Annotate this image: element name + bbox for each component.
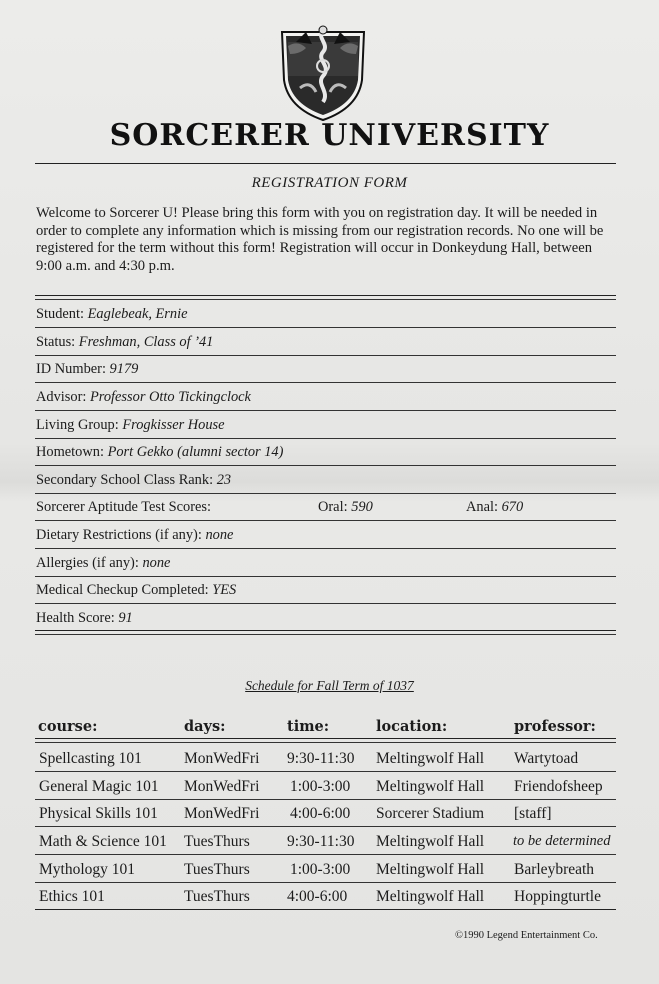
field-value: Eaglebeak, Ernie (87, 306, 188, 322)
field-student (36, 301, 616, 328)
course-days: TuesThurs (184, 861, 250, 878)
field-value: 91 (118, 610, 133, 626)
field-value: YES (212, 582, 237, 598)
course-days: TuesThurs (184, 888, 250, 905)
course-days: TuesThurs (184, 833, 250, 850)
field-advisor (36, 384, 616, 411)
course-name: General Magic 101 (39, 778, 159, 795)
field-label: Dietary Restrictions (if any): (36, 527, 202, 543)
section-divider-top-inner (35, 299, 616, 300)
field-id-number (36, 356, 616, 383)
oral-label: Oral: (318, 499, 348, 515)
row-divider (35, 771, 616, 772)
field-label: Living Group: (36, 417, 119, 433)
header-professor: professor: (514, 718, 596, 735)
schedule-title: Schedule for Fall Term of 1037 (245, 678, 414, 693)
course-professor: [staff] (514, 805, 552, 822)
row-divider (35, 854, 616, 855)
course-time: 4:00-6:00 (287, 888, 348, 905)
course-name: Mythology 101 (39, 861, 136, 878)
course-professor: Hoppingturtle (514, 888, 601, 905)
schedule-bottom-divider (35, 909, 616, 910)
course-time: 4:00-6:00 (290, 805, 351, 822)
field-allergies (36, 550, 616, 577)
course-location: Sorcerer Stadium (376, 805, 485, 822)
field-value: Frogkisser House (122, 417, 225, 433)
course-name: Math & Science 101 (39, 833, 167, 850)
field-health-score (36, 605, 616, 632)
schedule-header-divider (35, 738, 616, 739)
anal-score (466, 494, 523, 521)
field-value: none (205, 527, 234, 543)
copyright-notice: ©1990 Legend Entertainment Co. (455, 930, 598, 941)
field-label: Medical Checkup Completed: (36, 582, 209, 598)
form-title: REGISTRATION FORM (251, 175, 408, 191)
section-divider-bottom-inner (35, 634, 616, 635)
course-location: Meltingwolf Hall (376, 750, 485, 767)
field-label: Student: (36, 306, 84, 322)
course-location: Meltingwolf Hall (376, 778, 485, 795)
header-time: time: (287, 718, 330, 735)
field-value: 9179 (109, 361, 139, 377)
university-crest-logo (276, 22, 370, 122)
course-professor: to be determined (513, 833, 611, 849)
field-value: Professor Otto Tickingclock (89, 389, 251, 405)
header-days: days: (184, 718, 226, 735)
course-location: Meltingwolf Hall (376, 833, 485, 850)
field-value: 23 (216, 472, 232, 488)
header-course: course: (38, 718, 98, 735)
course-days: MonWedFri (184, 805, 260, 822)
field-hometown (36, 439, 616, 466)
field-value: none (142, 555, 171, 571)
row-divider (35, 799, 616, 800)
course-professor: Barleybreath (514, 861, 595, 878)
welcome-paragraph: Welcome to Sorcerer U! Please bring this form with you on registration day. It will be needed in order to complete any information which is missing from our registration records. No one will be registered for the term without this form! Registration will occur in Donkeydung Hall, between 9:00 a.m. and 4:30 p.m. (36, 205, 604, 274)
field-label: ID Number: (36, 361, 106, 377)
field-status (36, 329, 616, 356)
course-days: MonWedFri (184, 778, 260, 795)
oral-score (318, 494, 373, 521)
field-label: Hometown: (36, 444, 104, 460)
field-label: Health Score: (36, 610, 115, 626)
field-label: Allergies (if any): (36, 555, 139, 571)
field-label: Sorcerer Aptitude Test Scores: (36, 499, 211, 515)
section-divider-bottom (35, 630, 616, 631)
field-label: Secondary School Class Rank: (36, 472, 214, 488)
course-time: 9:30-11:30 (287, 750, 355, 767)
header-location: location: (376, 718, 448, 735)
course-location: Meltingwolf Hall (376, 888, 485, 905)
course-name: Spellcasting 101 (39, 750, 142, 767)
course-time: 1:00-3:00 (290, 778, 351, 795)
course-professor: Wartytoad (514, 750, 579, 767)
anal-value: 670 (501, 499, 524, 515)
field-dietary-restrictions (36, 522, 616, 549)
field-label: Advisor: (36, 389, 87, 405)
field-value: Freshman, Class of ’41 (78, 334, 214, 350)
row-divider (35, 826, 616, 827)
field-value: Port Gekko (alumni sector 14) (107, 444, 284, 460)
row-divider (35, 882, 616, 883)
field-living-group (36, 412, 616, 439)
anal-label: Anal: (466, 499, 498, 515)
course-name: Physical Skills 101 (39, 805, 158, 822)
field-medical-checkup (36, 577, 616, 604)
schedule-header-divider-inner (35, 742, 616, 743)
course-time: 9:30-11:30 (287, 833, 355, 850)
title-divider (35, 163, 616, 164)
university-title: SORCERER UNIVERSITY (109, 118, 550, 153)
course-time: 1:00-3:00 (290, 861, 351, 878)
course-days: MonWedFri (184, 750, 260, 767)
course-location: Meltingwolf Hall (376, 861, 485, 878)
field-aptitude-scores (36, 494, 616, 521)
field-class-rank (36, 467, 616, 494)
course-name: Ethics 101 (39, 888, 105, 905)
field-label: Status: (36, 334, 76, 350)
oral-value: 590 (351, 499, 373, 515)
section-divider-top (35, 295, 616, 296)
course-professor: Friendofsheep (514, 778, 603, 795)
